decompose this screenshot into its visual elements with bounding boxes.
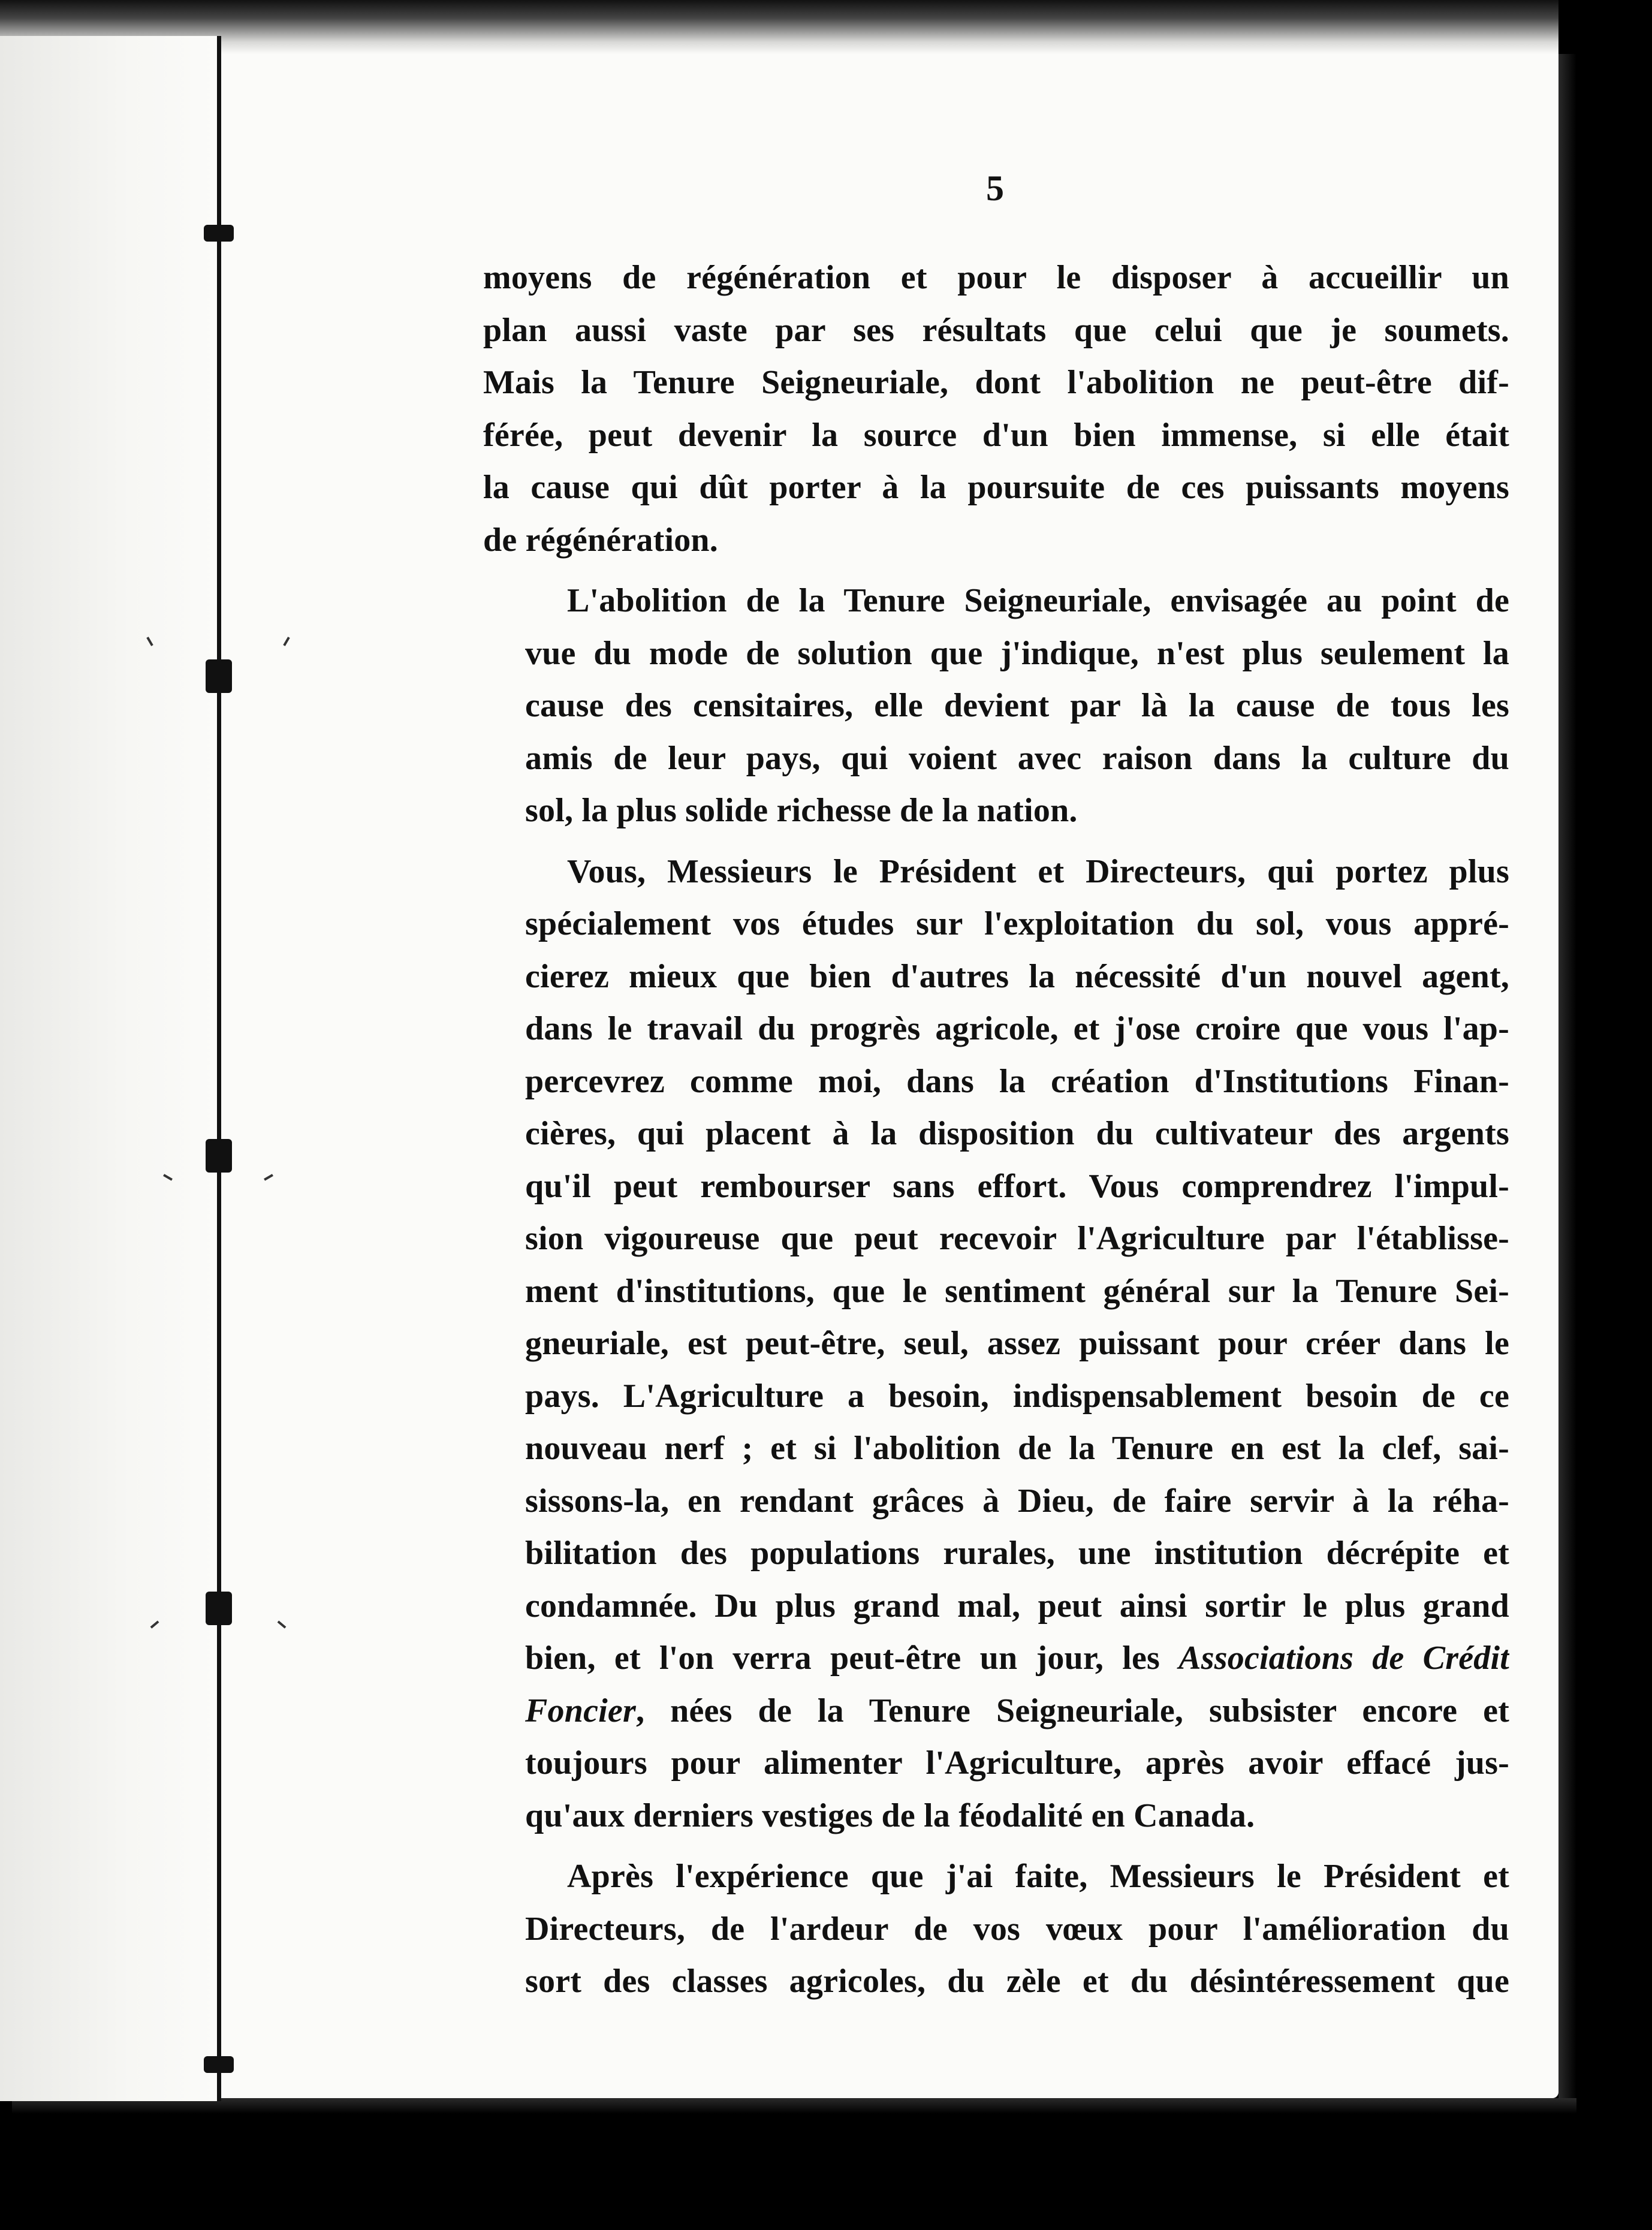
text-line: sion vigoureuse que peut recevoir l'Agriculture par l'établisse- xyxy=(525,1220,1509,1257)
text-line: plan aussi vaste par ses résultats que celui que je soumets. xyxy=(483,311,1509,349)
binding-stitch xyxy=(206,659,232,693)
text-line: férée, peut devenir la source d'un bien immense, si elle était xyxy=(483,416,1509,454)
text-line-with-italic xyxy=(483,1685,1509,1738)
text-line: toujours pour alimenter l'Agriculture, après avoir effacé jus- xyxy=(525,1744,1509,1782)
text-line: gneuriale, est peut-être, seul, assez puissant pour créer dans le xyxy=(525,1325,1509,1362)
page-number: 5 xyxy=(986,168,1004,208)
binding-stitch xyxy=(204,2056,234,2073)
binding-stitch xyxy=(206,1592,232,1625)
text-line: cierez mieux que bien d'autres la nécessité d'un nouvel agent, xyxy=(525,957,1509,995)
text-line: qu'il peut rembourser sans effort. Vous comprendrez l'impul- xyxy=(525,1167,1509,1205)
paragraph xyxy=(483,1851,1509,2008)
sheet-shadow-bottom xyxy=(12,2098,1576,2114)
text-line: de régénération. xyxy=(483,521,718,559)
text-line: spécialement vos études sur l'exploitation du sol, vous appré- xyxy=(525,905,1509,942)
italic-phrase: Associations de Crédit xyxy=(1178,1640,1509,1677)
text-line: pays. L'Agriculture a besoin, indispensablement besoin de ce xyxy=(525,1377,1509,1415)
body-text xyxy=(483,252,1509,2017)
paragraph xyxy=(483,846,1509,1843)
text-line: amis de leur pays, qui voient avec raison dans la culture du xyxy=(525,739,1509,777)
paragraph xyxy=(483,575,1509,837)
text-line: ment d'institutions, que le sentiment général sur la Tenure Sei- xyxy=(525,1272,1509,1310)
text-line-with-italic xyxy=(483,1632,1509,1685)
text-line: condamnée. Du plus grand mal, peut ainsi sortir le plus grand xyxy=(525,1587,1509,1625)
text-line: Vous, Messieurs le Président et Directeurs, qui portez plus xyxy=(567,852,1509,890)
text-line: sol, la plus solide richesse de la nation. xyxy=(525,792,1078,829)
text-line: cières, qui placent à la disposition du cultivateur des argents xyxy=(525,1115,1509,1152)
text-line: Après l'expérience que j'ai faite, Messieurs le Président et xyxy=(567,1858,1509,1895)
text-line: Mais la Tenure Seigneuriale, dont l'abolition ne peut-être dif- xyxy=(483,364,1509,401)
scan-top-edge xyxy=(0,0,1558,54)
paragraph xyxy=(483,252,1509,566)
text-line: qu'aux derniers vestiges de la féodalité en Canada. xyxy=(525,1797,1255,1834)
text-line: sort des classes agricoles, du zèle et du désintéressement que xyxy=(525,1963,1509,2000)
gutter-shade xyxy=(0,36,217,2101)
text-line: bilitation des populations rurales, une institution décrépite et xyxy=(525,1535,1509,1572)
text-line: cause des censitaires, elle devient par là la cause de tous les xyxy=(525,687,1509,724)
text-line: vue du mode de solution que j'indique, n'est plus seulement la xyxy=(525,634,1509,672)
sheet-shadow-right xyxy=(1558,54,1576,2098)
binding-line xyxy=(217,36,221,2101)
text-line: la cause qui dût porter à la poursuite de ces puissants moyens xyxy=(483,469,1509,506)
text-line: moyens de régénération et pour le disposer à accueillir un xyxy=(483,259,1509,296)
text-line: percevrez comme moi, dans la création d'Institutions Finan- xyxy=(525,1062,1509,1100)
text-line: nouveau nerf ; et si l'abolition de la Tenure en est la clef, sai- xyxy=(525,1430,1509,1467)
italic-phrase: Foncier xyxy=(525,1692,636,1729)
text-run: , nées de la Tenure Seigneuriale, subsister encore et xyxy=(635,1692,1509,1729)
binding-stitch xyxy=(204,225,234,242)
text-run: bien, et l'on verra peut-être un jour, les xyxy=(525,1640,1179,1677)
text-line: L'abolition de la Tenure Seigneuriale, envisagée au point de xyxy=(567,582,1509,619)
text-line: Directeurs, de l'ardeur de vos vœux pour l'amélioration du xyxy=(525,1910,1509,1948)
text-line: dans le travail du progrès agricole, et j'ose croire que vous l'ap- xyxy=(525,1010,1509,1047)
binding-stitch xyxy=(206,1139,232,1173)
text-line: sissons-la, en rendant grâces à Dieu, de faire servir à la réha- xyxy=(525,1482,1509,1520)
